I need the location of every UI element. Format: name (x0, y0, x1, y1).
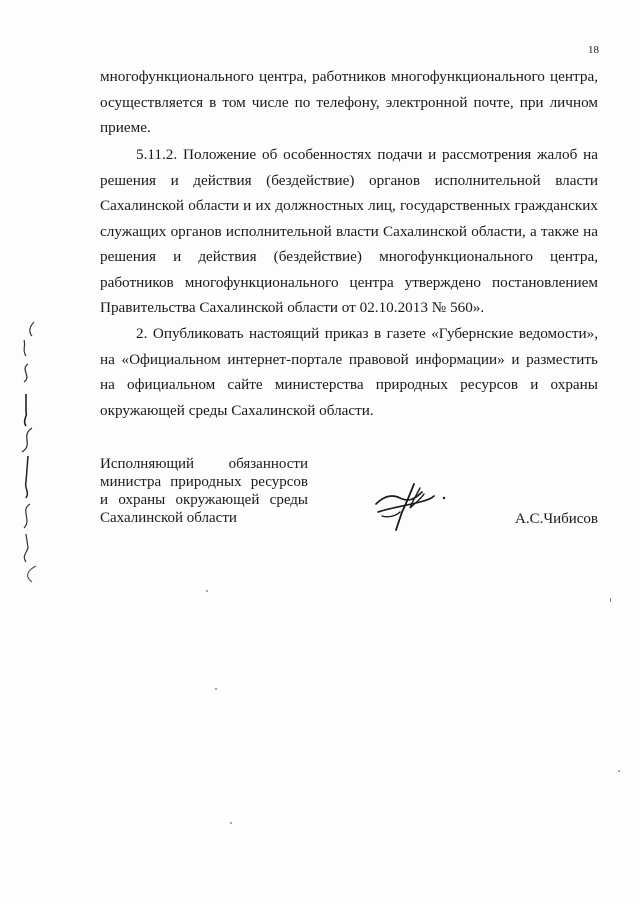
scan-speck (215, 688, 217, 690)
paragraph-5-11-2: 5.11.2. Положение об особенностях подачи и рассмотрения жалоб на решения и действия (бездействие) органов исполнительной власти Сахалинской области и их должностных лиц, государственных гражданских служащих органов исполнительной власти Сахалинской области, а также на решения и действия (бездействие) многофункционального центра, работников многофункционального центра утверждено постановлением Правительства Сахалинской области от 02.10.2013 № 560». (100, 146, 598, 316)
signatory-title (100, 455, 308, 527)
scan-speck (610, 598, 611, 602)
scan-speck (618, 770, 620, 772)
paragraph-publication-order: 2. Опубликовать настоящий приказ в газете «Губернские ведомости», на «Официальном интернет-портале правовой информации» и разместить на официальном сайте министерства природных ресурсов и охраны окружающей среды Сахалинской области. (100, 325, 598, 419)
signatory-title-line: Исполняющий обязанности (100, 456, 308, 472)
signatory-title-line: министра природных ресурсов (100, 474, 308, 490)
signatory-title-line: и охраны окружающей среды (100, 492, 308, 508)
scan-speck (230, 822, 232, 824)
handwritten-signature (370, 478, 450, 534)
signer-name: А.С.Чибисов (514, 511, 598, 527)
page-number: 18 (588, 44, 599, 56)
margin-handwritten-annotation (6, 316, 46, 586)
scan-speck (206, 590, 208, 592)
paragraph-continuation: многофункционального центра, работников многофункционального центра, осуществляется в том числе по телефону, электронной почте, при личном приеме. (100, 68, 598, 136)
signatory-title-line: Сахалинской области (100, 510, 237, 526)
